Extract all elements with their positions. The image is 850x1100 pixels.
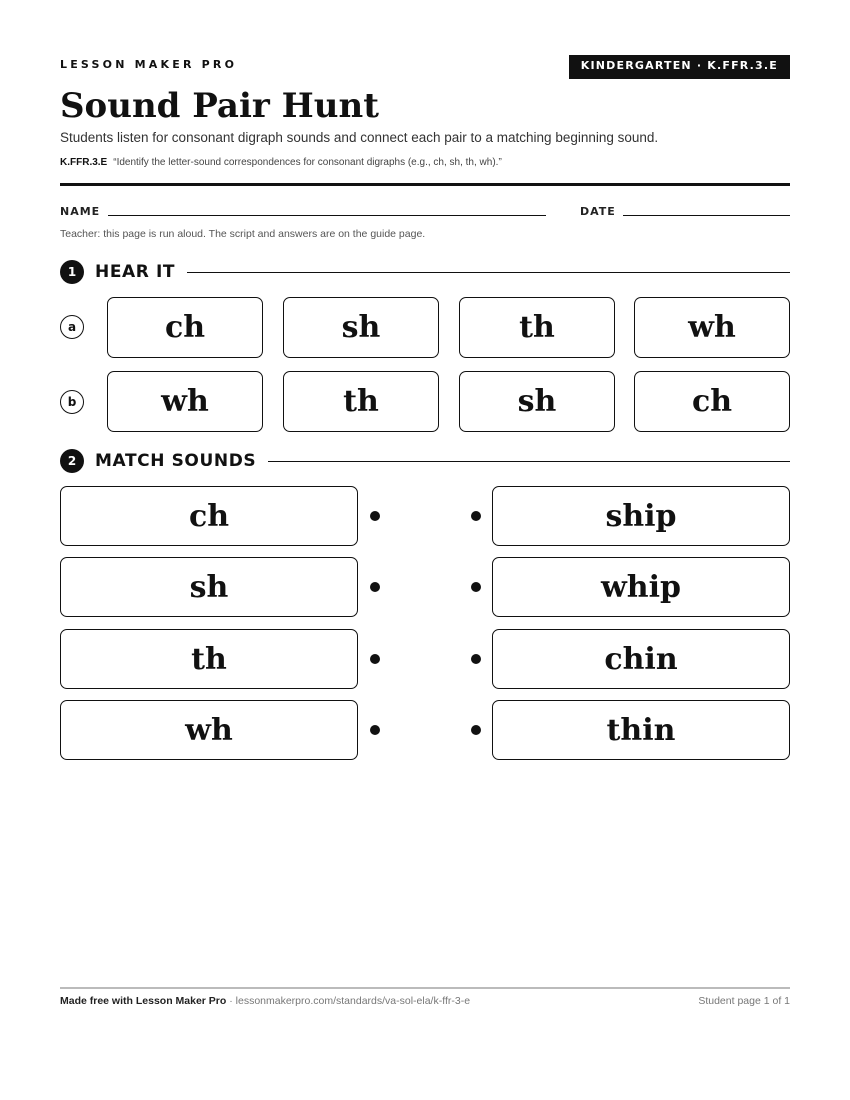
section-number-badge: 2 xyxy=(60,449,84,473)
right-connect-dot[interactable] xyxy=(471,654,481,664)
section-match-sounds-header xyxy=(60,449,790,473)
footer-page-count: Student page 1 of 1 xyxy=(698,995,790,1007)
footer-divider xyxy=(60,987,790,989)
footer-credit xyxy=(60,995,470,1007)
match-word-box[interactable]: thin xyxy=(492,700,790,760)
grade-badge: KINDERGARTEN · K.FFR.3.E xyxy=(569,55,790,79)
right-connect-dot[interactable] xyxy=(471,511,481,521)
page-subtitle: Students listen for consonant digraph sounds and connect each pair to a matching beginning sound. xyxy=(60,130,659,145)
teacher-note: Teacher: this page is run aloud. The script and answers are on the guide page. xyxy=(60,228,426,240)
section-divider xyxy=(187,272,790,273)
digraph-tile[interactable]: th xyxy=(459,297,615,358)
left-connect-dot[interactable] xyxy=(370,654,380,664)
section-divider xyxy=(268,461,790,462)
digraph-tile[interactable]: sh xyxy=(459,371,615,432)
brand-name: LESSON MAKER PRO xyxy=(60,58,238,71)
match-digraph-box[interactable]: th xyxy=(60,629,358,689)
standard-line xyxy=(60,157,502,168)
section-number-badge: 1 xyxy=(60,260,84,284)
row-label-a: a xyxy=(60,315,84,339)
digraph-tile[interactable]: sh xyxy=(283,297,439,358)
left-connect-dot[interactable] xyxy=(370,582,380,592)
row-label-b: b xyxy=(60,390,84,414)
digraph-tile[interactable]: wh xyxy=(634,297,790,358)
match-digraph-box[interactable]: ch xyxy=(60,486,358,546)
match-word-box[interactable]: whip xyxy=(492,557,790,617)
left-connect-dot[interactable] xyxy=(370,511,380,521)
standard-text: “Identify the letter-sound correspondences for consonant digraphs (e.g., ch, sh, th, wh).” xyxy=(113,157,502,168)
date-label: DATE xyxy=(580,205,616,218)
name-field[interactable] xyxy=(108,215,546,216)
header-divider xyxy=(60,183,790,186)
footer-url: · lessonmakerpro.com/standards/va-sol-ela/k-ffr-3-e xyxy=(226,995,471,1007)
digraph-tile[interactable]: th xyxy=(283,371,439,432)
digraph-tile[interactable]: ch xyxy=(634,371,790,432)
digraph-tile[interactable]: ch xyxy=(107,297,263,358)
right-connect-dot[interactable] xyxy=(471,582,481,592)
standard-code: K.FFR.3.E xyxy=(60,157,108,168)
digraph-tile[interactable]: wh xyxy=(107,371,263,432)
section-title: HEAR IT xyxy=(95,262,176,282)
section-hear-it-header xyxy=(60,260,790,284)
match-word-box[interactable]: chin xyxy=(492,629,790,689)
footer-made-by: Made free with Lesson Maker Pro xyxy=(60,995,227,1007)
right-connect-dot[interactable] xyxy=(471,725,481,735)
match-digraph-box[interactable]: wh xyxy=(60,700,358,760)
match-word-box[interactable]: ship xyxy=(492,486,790,546)
left-connect-dot[interactable] xyxy=(370,725,380,735)
section-title: MATCH SOUNDS xyxy=(95,451,257,471)
date-field[interactable] xyxy=(623,215,790,216)
name-label: NAME xyxy=(60,205,101,218)
match-digraph-box[interactable]: sh xyxy=(60,557,358,617)
page-title: Sound Pair Hunt xyxy=(60,86,379,126)
